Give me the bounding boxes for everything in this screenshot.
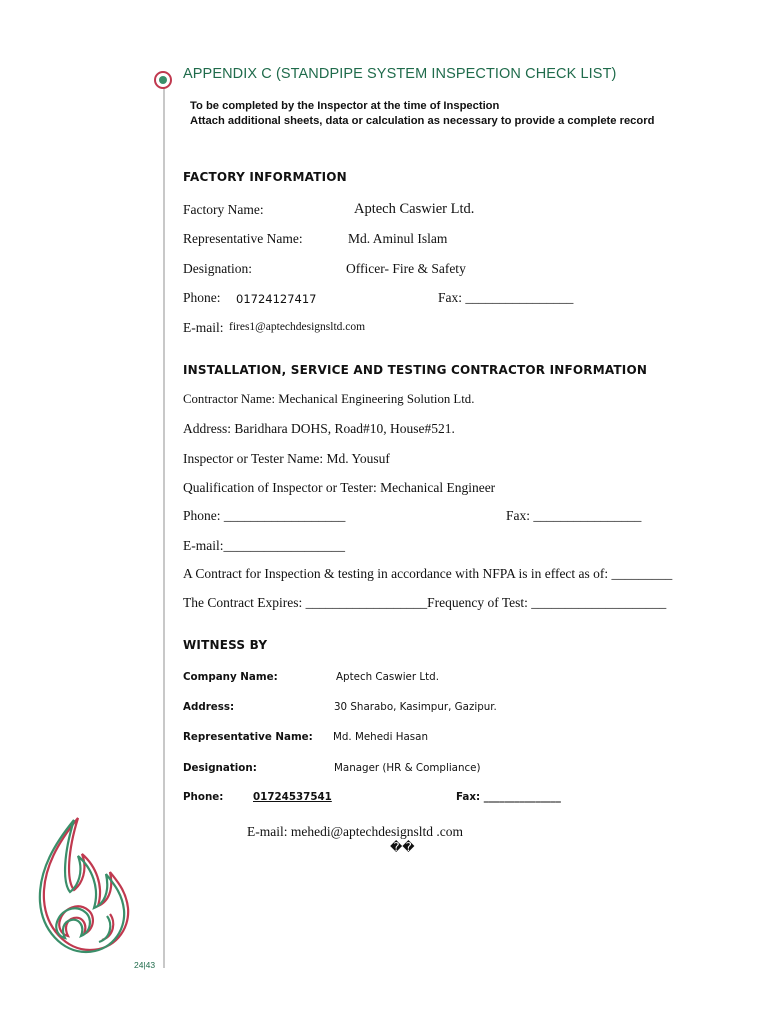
factory-phone-value: 01724127417 [236, 292, 317, 306]
contract-effective-line: A Contract for Inspection & testing in accordance with NFPA is in effect as of: _________ [183, 566, 673, 581]
instruction-line-1: To be completed by the Inspector at the time of Inspection [190, 100, 500, 112]
factory-fax-field: Fax: ________________ [438, 290, 574, 305]
page-number: 24|43 [134, 960, 156, 970]
logo-bullet-icon [154, 71, 172, 89]
witness-fax-field: Fax: _______________ [456, 791, 561, 803]
witness-heading: WITNESS BY [183, 638, 268, 652]
contractor-inspector-line: Inspector or Tester Name: Md. Yousuf [183, 451, 390, 466]
instruction-line-2: Attach additional sheets, data or calculation as necessary to provide a complete record [190, 115, 655, 127]
garbled-glyphs: �� [390, 840, 415, 854]
witness-rep-value: Md. Mehedi Hasan [333, 731, 428, 743]
witness-company-label: Company Name: [183, 671, 278, 683]
witness-address-label: Address: [183, 701, 235, 713]
margin-rule [163, 86, 165, 968]
factory-heading: FACTORY INFORMATION [183, 170, 347, 184]
witness-designation-label: Designation: [183, 762, 257, 774]
contractor-qualification-line: Qualification of Inspector or Tester: Mechanical Engineer [183, 480, 496, 495]
witness-phone-label: Phone: [183, 791, 224, 803]
factory-name-value: Aptech Caswier Ltd. [354, 201, 475, 217]
factory-rep-value: Md. Aminul Islam [348, 231, 448, 246]
contractor-address-line: Address: Baridhara DOHS, Road#10, House#521. [183, 421, 455, 436]
factory-email-label: E-mail: [183, 320, 224, 335]
factory-name-label: Factory Name: [183, 202, 264, 217]
contractor-name-line: Contractor Name: Mechanical Engineering Solution Ltd. [183, 392, 475, 406]
witness-designation-value: Manager (HR & Compliance) [334, 762, 481, 774]
factory-designation-label: Designation: [183, 261, 252, 276]
contractor-email-field: E-mail:__________________ [183, 538, 345, 553]
witness-phone-value: 01724537541 [253, 791, 332, 803]
contract-expires-line: The Contract Expires: __________________Frequency of Test: ____________________ [183, 595, 667, 610]
contractor-heading: INSTALLATION, SERVICE AND TESTING CONTRACTOR INFORMATION [183, 363, 648, 377]
factory-designation-value: Officer- Fire & Safety [346, 261, 466, 276]
witness-company-value: Aptech Caswier Ltd. [336, 671, 439, 683]
factory-email-value: fires1@aptechdesignsltd.com [229, 321, 366, 333]
contractor-phone-field: Phone: __________________ [183, 508, 346, 523]
flame-watermark-icon [30, 810, 140, 960]
factory-rep-label: Representative Name: [183, 231, 303, 246]
factory-phone-label: Phone: [183, 290, 221, 305]
witness-address-value: 30 Sharabo, Kasimpur, Gazipur. [334, 701, 497, 713]
page-title: APPENDIX C (STANDPIPE SYSTEM INSPECTION CHECK LIST) [183, 66, 617, 82]
witness-rep-label: Representative Name: [183, 731, 313, 743]
witness-email-line: E-mail: mehedi@aptechdesignsltd .com [247, 824, 463, 839]
contractor-fax-field: Fax: ________________ [506, 508, 642, 523]
